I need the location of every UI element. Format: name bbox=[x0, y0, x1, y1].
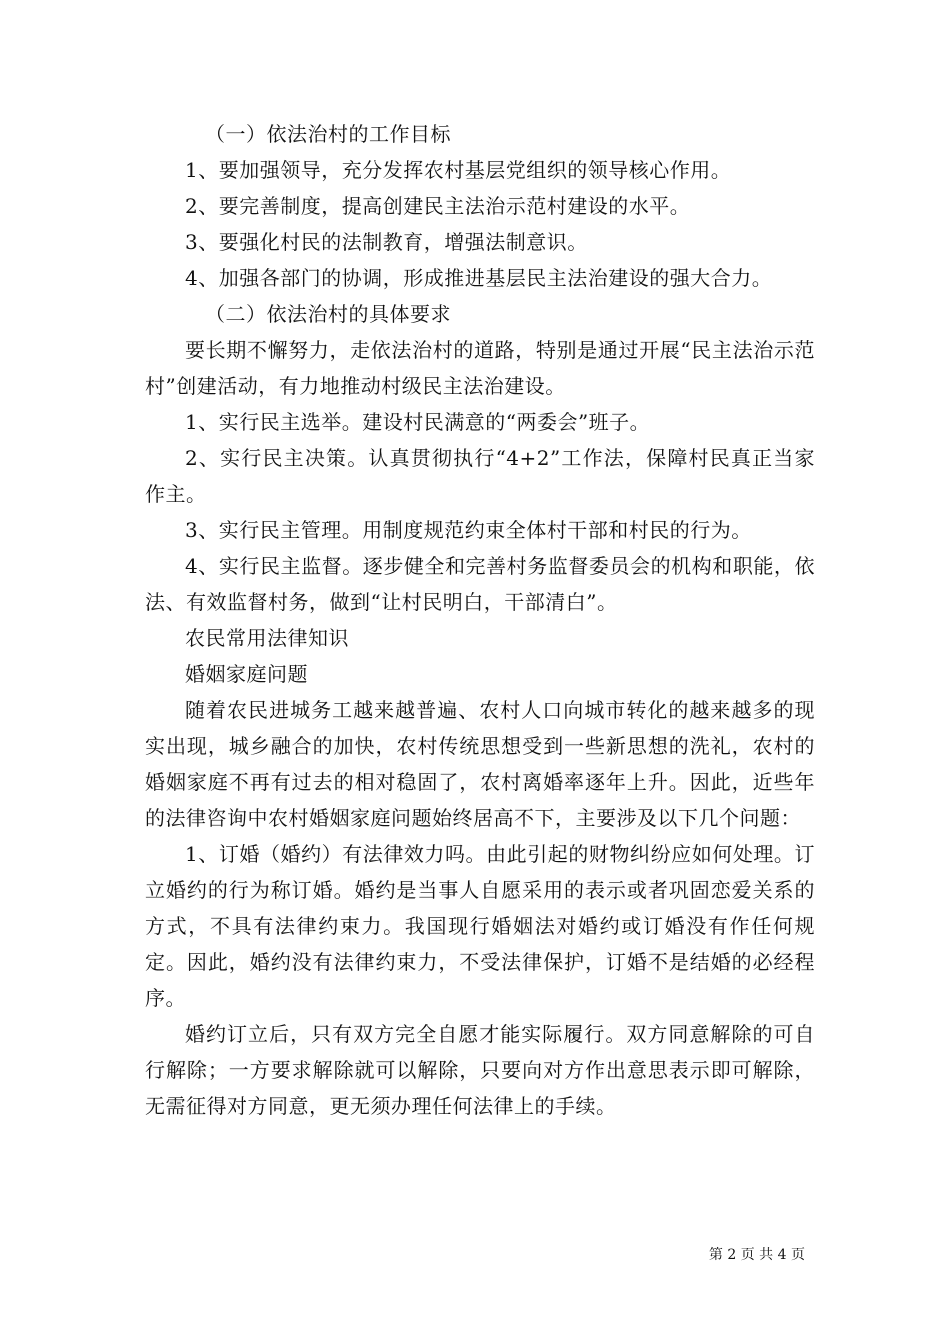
paragraph: 1、要加强领导，充分发挥农村基层党组织的领导核心作用。 bbox=[185, 158, 732, 182]
paragraph: 3、要强化村民的法制教育，增强法制意识。 bbox=[185, 230, 588, 254]
paragraph: 随着农民进城务工越来越普遍、农村人口向城市转化的越来越多的现实出现，城乡融合的加快，农村传统思想受到一些新思想的洗礼，农村的婚姻家庭不再有过去的相对稳固了，农村离婚率逐年上升。因此，近些年的法律咨询中农村婚姻家庭问题始终居高不下，主要涉及以下几个问题： bbox=[145, 698, 815, 830]
paragraph: 婚约订立后，只有双方完全自愿才能实际履行。双方同意解除的可自行解除；一方要求解除就可以解除，只要向对方作出意思表示即可解除，无需征得对方同意，更无须办理任何法律上的手续。 bbox=[145, 1022, 815, 1118]
paragraph: 1、实行民主选举。建设村民满意的“两委会”班子。 bbox=[185, 410, 651, 434]
paragraph: 2、实行民主决策。认真贯彻执行“4+2”工作法，保障村民真正当家作主。 bbox=[145, 446, 815, 506]
section-heading-work-goals: （一）依法治村的工作目标 bbox=[205, 122, 451, 146]
paragraph: 要长期不懈努力，走依法治村的道路，特别是通过开展“民主法治示范村”创建活动，有力地推动村级民主法治建设。 bbox=[145, 338, 815, 398]
paragraph: 1、订婚（婚约）有法律效力吗。由此引起的财物纠纷应如何处理。订立婚约的行为称订婚。婚约是当事人自愿采用的表示或者巩固恋爱关系的方式，不具有法律约束力。我国现行婚姻法对婚约或订婚没有作任何规定。因此，婚约没有法律约束力，不受法律保护，订婚不是结婚的必经程序。 bbox=[145, 842, 815, 1010]
page-number-footer: 第 2 页 共 4 页 bbox=[708, 1247, 805, 1263]
section-heading-specific-requirements: （二）依法治村的具体要求 bbox=[205, 302, 451, 326]
paragraph: 2、要完善制度，提高创建民主法治示范村建设的水平。 bbox=[185, 194, 691, 218]
document-body bbox=[145, 116, 815, 1124]
paragraph: 4、加强各部门的协调，形成推进基层民主法治建设的强大合力。 bbox=[185, 266, 773, 290]
paragraph: 3、实行民主管理。用制度规范约束全体村干部和村民的行为。 bbox=[185, 518, 752, 542]
section-heading-marriage-family: 婚姻家庭问题 bbox=[185, 662, 308, 686]
paragraph: 4、实行民主监督。逐步健全和完善村务监督委员会的机构和职能，依法、有效监督村务，做到“让村民明白，干部清白”。 bbox=[145, 554, 815, 614]
section-heading-legal-knowledge: 农民常用法律知识 bbox=[185, 626, 349, 650]
